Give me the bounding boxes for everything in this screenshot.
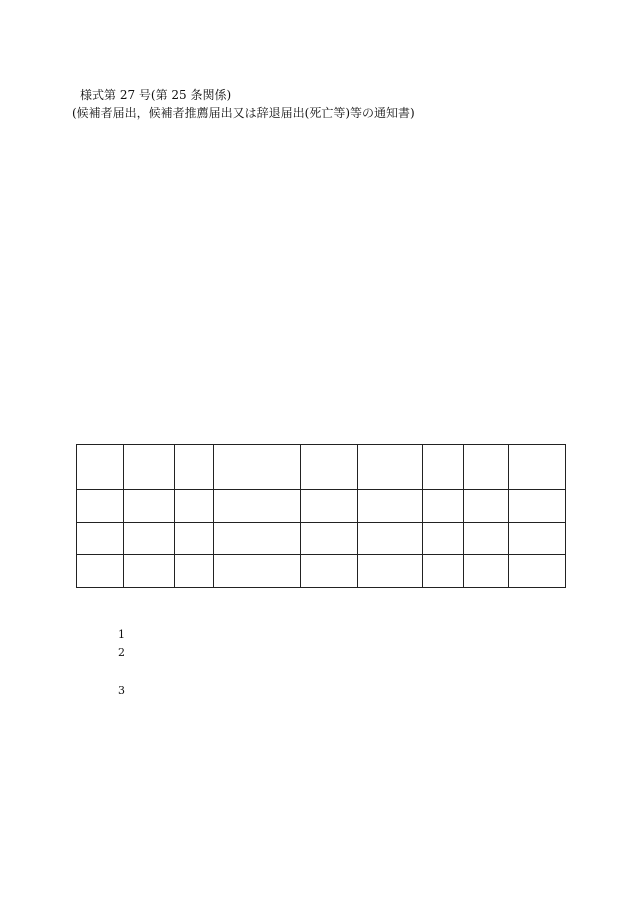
- header-cell: [423, 445, 464, 490]
- table-row: [77, 522, 566, 555]
- table-cell: [301, 490, 358, 523]
- header-cell: [301, 445, 358, 490]
- note-number: 3: [118, 684, 125, 697]
- table-cell: [124, 555, 175, 588]
- table-cell: [175, 522, 214, 555]
- header-cell: [77, 445, 124, 490]
- header-cell: [509, 445, 566, 490]
- table-cell: [175, 555, 214, 588]
- table-cell: [214, 490, 301, 523]
- table-cell: [423, 522, 464, 555]
- table-cell: [464, 522, 509, 555]
- table-cell: [175, 490, 214, 523]
- table-cell: [214, 555, 301, 588]
- header-cell: [124, 445, 175, 490]
- table-row: [77, 490, 566, 523]
- note-number: 2: [118, 646, 125, 659]
- table-cell: [301, 555, 358, 588]
- table-cell: [423, 490, 464, 523]
- table-cell: [301, 522, 358, 555]
- table-cell: [77, 555, 124, 588]
- table-cell: [358, 522, 423, 555]
- table-cell: [464, 490, 509, 523]
- header-cell: [358, 445, 423, 490]
- table-cell: [358, 490, 423, 523]
- table-cell: [124, 490, 175, 523]
- table-cell: [509, 555, 566, 588]
- form-subtitle: (候補者届出，候補者推薦届出又は辞退届出(死亡等)等の通知書): [72, 106, 415, 120]
- table-cell: [77, 490, 124, 523]
- table-cell: [214, 522, 301, 555]
- table-cell: [423, 555, 464, 588]
- header-cell: [214, 445, 301, 490]
- candidate-table: [76, 444, 556, 588]
- table-cell: [464, 555, 509, 588]
- table-header-row: [77, 445, 566, 490]
- header-cell: [175, 445, 214, 490]
- table-row: [77, 555, 566, 588]
- table-cell: [124, 522, 175, 555]
- table-cell: [509, 490, 566, 523]
- table-cell: [358, 555, 423, 588]
- table-cell: [509, 522, 566, 555]
- header-cell: [464, 445, 509, 490]
- form-number: 様式第 27 号(第 25 条関係): [80, 88, 232, 102]
- table-cell: [77, 522, 124, 555]
- note-number: 1: [118, 628, 125, 641]
